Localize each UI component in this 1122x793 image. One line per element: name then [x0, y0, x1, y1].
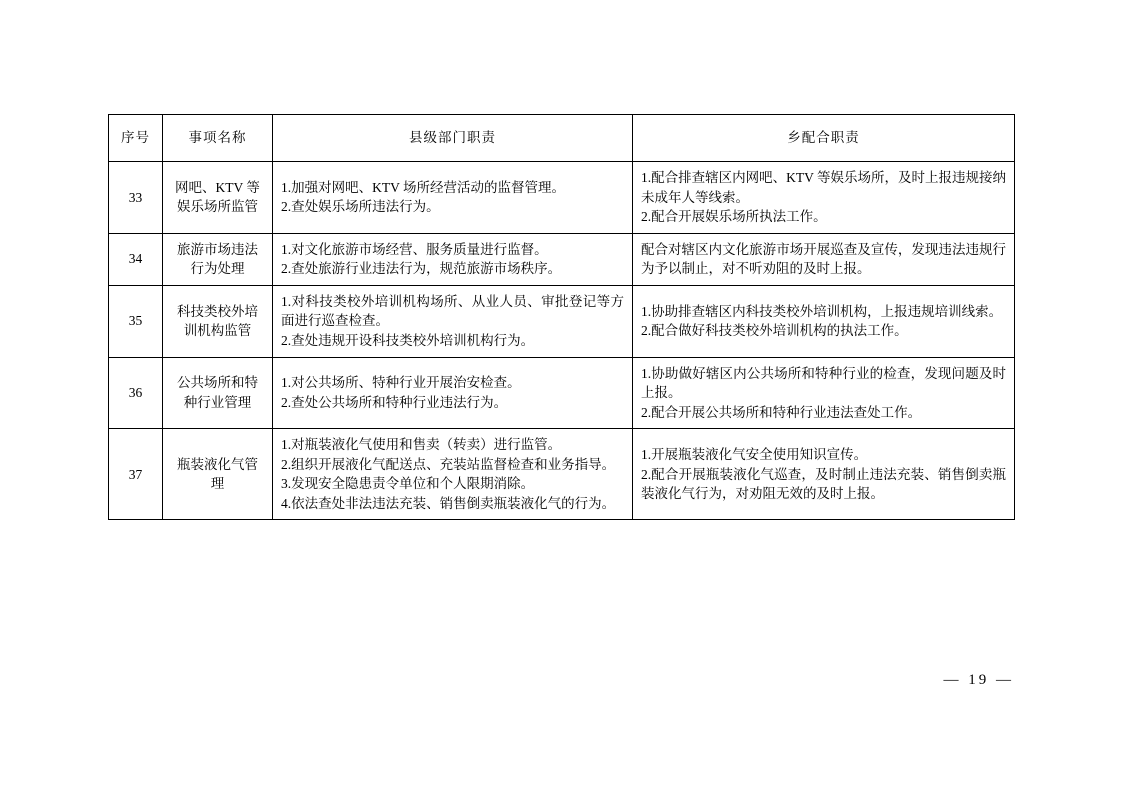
- row-item-name: 公共场所和特种行业管理: [163, 357, 273, 429]
- duty-line: 1.对文化旅游市场经营、服务质量进行监督。: [281, 241, 548, 257]
- header-cell-county: 县级部门职责: [273, 115, 633, 162]
- row-number: 35: [109, 285, 163, 357]
- row-town-duty: [633, 162, 1015, 234]
- table-row: [109, 233, 1015, 285]
- duty-line: 2.组织开展液化气配送点、充装站监督检查和业务指导。: [281, 456, 616, 472]
- table-header: [109, 115, 1015, 162]
- row-item-name: 网吧、KTV 等娱乐场所监管: [163, 162, 273, 234]
- duty-line: 1.对科技类校外培训机构场所、从业人员、审批登记等方面进行巡查检查。: [281, 293, 624, 329]
- header-cell-no: 序号: [109, 115, 163, 162]
- row-town-duty: [633, 285, 1015, 357]
- row-number: 33: [109, 162, 163, 234]
- row-town-duty: [633, 429, 1015, 520]
- row-town-duty: [633, 233, 1015, 285]
- duty-line: 配合对辖区内文化旅游市场开展巡查及宣传，发现违法违规行为予以制止，对不听劝阻的及时上报。: [641, 241, 1006, 277]
- duty-line: 1.协助排查辖区内科技类校外培训机构，上报违规培训线索。: [641, 303, 1003, 319]
- table-body: [109, 162, 1015, 520]
- responsibility-table: [108, 114, 1015, 520]
- duty-line: 2.配合做好科技类校外培训机构的执法工作。: [641, 323, 908, 339]
- row-county-duty: [273, 162, 633, 234]
- header-cell-name: 事项名称: [163, 115, 273, 162]
- table-row: [109, 429, 1015, 520]
- header-cell-town: 乡配合职责: [633, 115, 1015, 162]
- duty-line: 2.配合开展公共场所和特种行业违法查处工作。: [641, 404, 922, 420]
- duty-line: 2.查处旅游行业违法行为，规范旅游市场秩序。: [281, 261, 562, 277]
- row-number: 37: [109, 429, 163, 520]
- duty-line: 1.协助做好辖区内公共场所和特种行业的检查，发现问题及时上报。: [641, 365, 1006, 401]
- row-county-duty: [273, 285, 633, 357]
- duty-line: 4.依法查处非法违法充装、销售倒卖瓶装液化气的行为。: [281, 495, 616, 511]
- duty-line: 2.查处娱乐场所违法行为。: [281, 199, 440, 215]
- table-header-row: [109, 115, 1015, 162]
- row-county-duty: [273, 357, 633, 429]
- row-county-duty: [273, 429, 633, 520]
- table-row: [109, 285, 1015, 357]
- duty-line: 2.配合开展瓶装液化气巡查，及时制止违法充装、销售倒卖瓶装液化气行为，对劝阻无效的及时上报。: [641, 466, 1006, 502]
- duty-line: 3.发现安全隐患责令单位和个人限期消除。: [281, 476, 535, 492]
- duty-line: 2.查处公共场所和特种行业违法行为。: [281, 394, 508, 410]
- row-town-duty: [633, 357, 1015, 429]
- duty-line: 2.配合开展娱乐场所执法工作。: [641, 209, 827, 225]
- row-number: 36: [109, 357, 163, 429]
- duty-line: 2.查处违规开设科技类校外培训机构行为。: [281, 332, 535, 348]
- duty-line: 1.加强对网吧、KTV 场所经营活动的监督管理。: [281, 179, 566, 195]
- row-county-duty: [273, 233, 633, 285]
- duty-line: 1.对瓶装液化气使用和售卖（转卖）进行监管。: [281, 437, 562, 453]
- duty-line: 1.配合排查辖区内网吧、KTV 等娱乐场所，及时上报违规接纳未成年人等线索。: [641, 170, 1007, 205]
- row-item-name: 瓶装液化气管理: [163, 429, 273, 520]
- duty-line: 1.开展瓶装液化气安全使用知识宣传。: [641, 446, 868, 462]
- table-row: [109, 357, 1015, 429]
- row-number: 34: [109, 233, 163, 285]
- duty-line: 1.对公共场所、特种行业开展治安检查。: [281, 375, 521, 391]
- row-item-name: 旅游市场违法行为处理: [163, 233, 273, 285]
- row-item-name: 科技类校外培训机构监管: [163, 285, 273, 357]
- page-number: — 19 —: [943, 672, 1014, 688]
- table-row: [109, 162, 1015, 234]
